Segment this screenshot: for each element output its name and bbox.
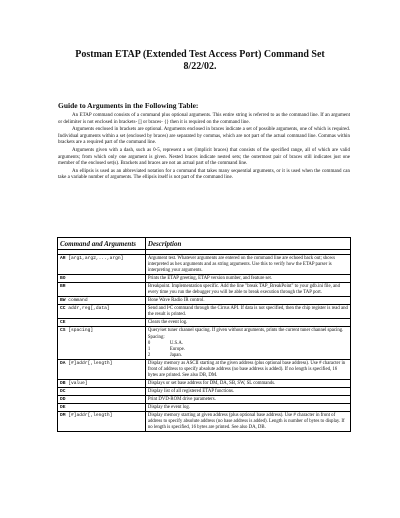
command-cell	[58, 327, 146, 360]
command-cell	[58, 305, 146, 319]
table-row	[58, 380, 351, 388]
command-cell	[58, 388, 146, 396]
command-cell	[58, 319, 146, 327]
command-name: DE	[60, 404, 66, 410]
description-cell: Breakpoint. Implementation specific. Add the line "break TAP_BreakPoint" to your gdb.ini file, and every time you run the debugger you will be able to break execution through the TAP port.	[145, 283, 350, 297]
intro-paragraph: An ETAP command consists of a command plus optional arguments. This entire string is referred to as the command line. If an argument or delimiter is not enclosed in brackets- [] or braces- {} then it is required on the command line.	[58, 113, 350, 125]
table-row	[58, 412, 351, 432]
column-header-command: Command and Arguments	[58, 238, 146, 250]
table-row	[58, 275, 351, 283]
description-cell	[145, 327, 350, 360]
table-header-row	[58, 238, 351, 250]
description-text: Query/set tuner channel spacing. If given without arguments, prints the current tuner channel spacing.	[147, 327, 344, 333]
intro-text	[58, 113, 350, 183]
command-args: [value]	[65, 380, 88, 386]
intro-paragraph: Arguments enclosed in brackets are optional. Arguments enclosed in braces indicate a set of possible arguments, one of which is required. Individual arguments within a set (enclosed by braces) are separated by commas, which are not part of the actual command line. Commas within brackets are a required part of the command line.	[58, 127, 350, 146]
command-cell	[58, 380, 146, 388]
guide-heading: Guide to Arguments in the Following Table:	[58, 101, 199, 110]
intro-paragraph: An ellipsis is used as an abbreviated notation for a command that takes many sequential arguments, or it is used when the command can take a variable number of arguments. The ellipsis itself is not part of the command line.	[58, 168, 350, 181]
description-cell: Bone Wave Radio IR control.	[145, 297, 350, 305]
command-name: BW	[60, 297, 66, 303]
description-cell: Displays or set base address for DM, DA, SB, SW, SL commands.	[145, 380, 350, 388]
command-cell	[58, 404, 146, 412]
description-cell: Display memory starting at given address (plus optional base address). Use # character in front of address to specify absolute address (no base address is added). Length is number of bytes to display. If no length is specified, 16 bytes are printed. See also DA, DB.	[145, 412, 350, 432]
table-row	[58, 396, 351, 404]
command-cell	[58, 275, 146, 283]
document-date: 8/22/02.	[183, 61, 217, 72]
command-name: CS	[60, 327, 66, 333]
spacing-option: 0 U.S.A.	[147, 340, 184, 346]
command-name: BR	[60, 283, 66, 289]
command-name: BO	[60, 275, 66, 281]
command-table	[57, 237, 351, 432]
spacing-option: 2 Japan.	[147, 352, 183, 358]
command-name: DC	[60, 388, 66, 394]
command-args: [arg1,arg2,...,argn]	[65, 255, 124, 261]
command-name: DB	[60, 380, 66, 386]
table-row	[58, 305, 351, 319]
table-row	[58, 360, 351, 380]
description-cell: Clears the event log.	[145, 319, 350, 327]
description-cell: Argument test. Whatever arguments are entered on the command line are echoed back out; shows interpreted as hex arguments and as string arguments. Use this to verify how the ETAP parser is interpreting your arguments.	[145, 255, 350, 275]
command-args: [#]addr[,length]	[65, 412, 113, 418]
command-args: [spacing]	[65, 327, 94, 333]
command-cell	[58, 360, 146, 380]
table-row	[58, 283, 351, 297]
command-cell	[58, 412, 146, 432]
description-cell: Send and I²C command through the Cirrus API. If data is not specified, then the chip register is read and the result is printed.	[145, 305, 350, 319]
spacing-option: 1 Europe.	[147, 346, 185, 352]
document-title: Postman ETAP (Extended Test Access Port) Command Set	[75, 49, 325, 60]
description-cell: Prints the ETAP greeting, ETAP version number, and feature set.	[145, 275, 350, 283]
column-header-description: Description	[145, 238, 350, 250]
intro-paragraph: Arguments given with a dash, such as 0-5, represent a set (implicit braces) that consists of the specified range, all of which are valid arguments; from which only one argument is given. Nested braces indicate nested sets; the outermost pair of braces still indicates just one member of the enclosed set(s). Brackets and braces are not an actual part of the command line.	[58, 147, 350, 167]
command-cell	[58, 297, 146, 305]
command-cell	[58, 255, 146, 275]
description-cell: Display the event log.	[145, 404, 350, 412]
spacing-list	[148, 335, 348, 359]
command-name: DD	[60, 396, 66, 402]
command-name: CE	[60, 319, 66, 325]
table-row	[58, 327, 351, 360]
command-name: AR	[60, 255, 66, 261]
command-args: command	[65, 297, 88, 303]
command-name: CC	[60, 305, 66, 311]
table-row	[58, 319, 351, 327]
command-cell	[58, 283, 146, 297]
command-name: DA	[60, 360, 66, 366]
spacing-label: Spacing:	[147, 334, 165, 340]
description-cell: Display memory as ASCII starting at the given address (plus optional base address). Use # character in front of address to specify absolute address (no base address is added). If no length is specified, 16 bytes are printed. See also DB, DM.	[145, 360, 350, 380]
table-row	[58, 297, 351, 305]
table-row	[58, 388, 351, 396]
command-args: [#]addr[,length]	[65, 360, 113, 366]
command-cell	[58, 396, 146, 404]
description-cell: Display list of all registered ETAP functions.	[145, 388, 350, 396]
table-row	[58, 255, 351, 275]
command-args: addr,reg[,data]	[65, 305, 110, 311]
table-row	[58, 404, 351, 412]
command-name: DM	[60, 412, 66, 418]
description-cell: Print DVD-ROM drive parameters.	[145, 396, 350, 404]
